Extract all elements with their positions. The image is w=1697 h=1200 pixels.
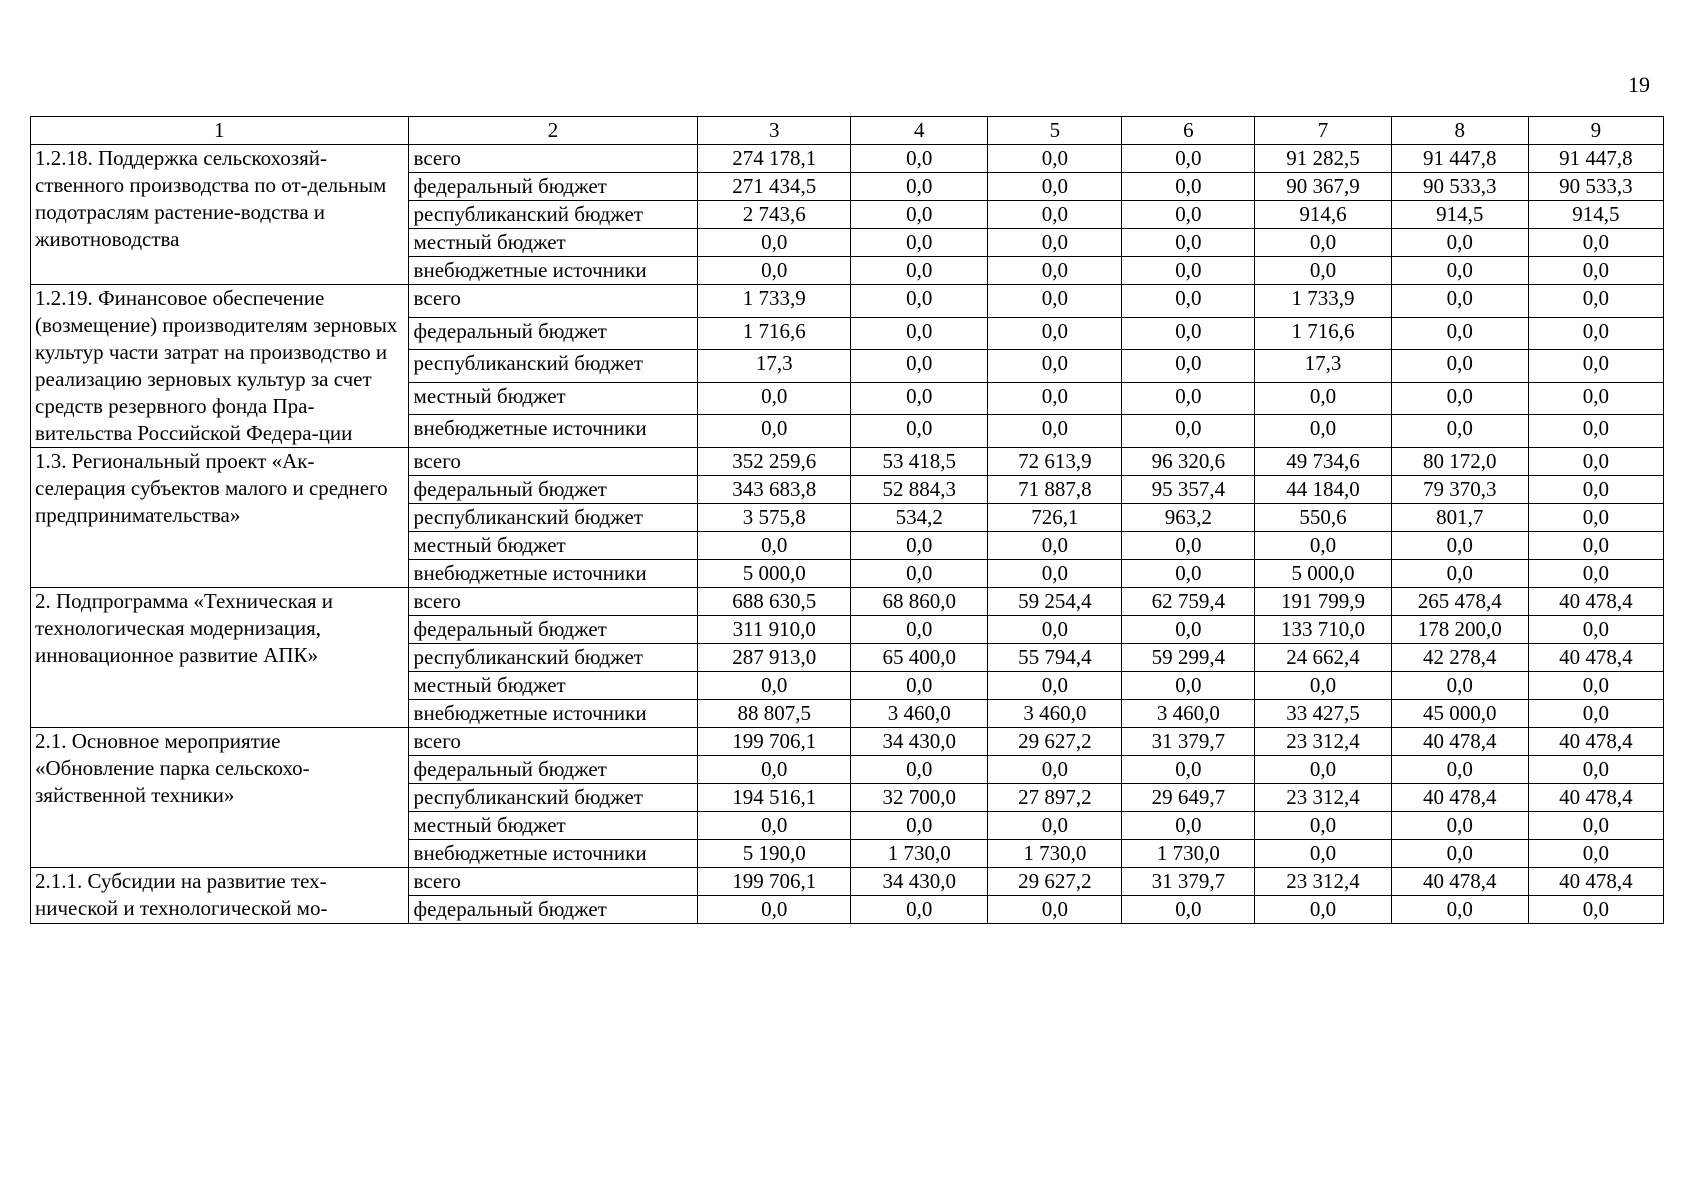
column-header-6: 6 [1122, 117, 1255, 145]
amount-cell: 45 000,0 [1391, 700, 1528, 728]
amount-cell: 0,0 [1528, 616, 1663, 644]
funding-source: федеральный бюджет [408, 616, 698, 644]
amount-cell: 0,0 [1122, 560, 1255, 588]
amount-cell: 0,0 [698, 382, 851, 415]
column-header-2: 2 [408, 117, 698, 145]
amount-cell: 5 000,0 [1255, 560, 1391, 588]
funding-source: федеральный бюджет [408, 476, 698, 504]
program-item-label: 2. Подпрограмма «Техническая и технологическая модернизация, инновационное развитие АПК» [31, 588, 409, 728]
table-row [31, 285, 1664, 318]
amount-cell: 0,0 [1391, 415, 1528, 448]
amount-cell: 0,0 [1255, 756, 1391, 784]
amount-cell: 0,0 [988, 616, 1122, 644]
amount-cell: 0,0 [1391, 532, 1528, 560]
amount-cell: 0,0 [988, 285, 1122, 318]
funding-source: республиканский бюджет [408, 784, 698, 812]
amount-cell: 0,0 [1255, 896, 1391, 924]
amount-cell: 0,0 [1391, 229, 1528, 257]
amount-cell: 0,0 [1391, 285, 1528, 318]
amount-cell: 91 447,8 [1528, 145, 1663, 173]
amount-cell: 34 430,0 [851, 868, 988, 896]
funding-source: внебюджетные источники [408, 560, 698, 588]
amount-cell: 0,0 [1391, 840, 1528, 868]
funding-source: всего [408, 285, 698, 318]
amount-cell: 17,3 [698, 350, 851, 383]
funding-source: местный бюджет [408, 672, 698, 700]
amount-cell: 29 627,2 [988, 868, 1122, 896]
amount-cell: 199 706,1 [698, 868, 851, 896]
funding-source: местный бюджет [408, 229, 698, 257]
amount-cell: 0,0 [988, 532, 1122, 560]
amount-cell: 3 460,0 [1122, 700, 1255, 728]
amount-cell: 23 312,4 [1255, 728, 1391, 756]
amount-cell: 90 533,3 [1528, 173, 1663, 201]
funding-source: местный бюджет [408, 812, 698, 840]
amount-cell: 40 478,4 [1391, 784, 1528, 812]
amount-cell: 0,0 [1528, 672, 1663, 700]
table-row [31, 868, 1664, 896]
amount-cell: 0,0 [851, 257, 988, 285]
amount-cell: 0,0 [698, 532, 851, 560]
amount-cell: 44 184,0 [1255, 476, 1391, 504]
amount-cell: 80 172,0 [1391, 448, 1528, 476]
amount-cell: 0,0 [1122, 415, 1255, 448]
amount-cell: 0,0 [1122, 532, 1255, 560]
amount-cell: 0,0 [1122, 317, 1255, 350]
column-header-4: 4 [851, 117, 988, 145]
amount-cell: 55 794,4 [988, 644, 1122, 672]
amount-cell: 914,5 [1528, 201, 1663, 229]
amount-cell: 0,0 [988, 229, 1122, 257]
amount-cell: 1 730,0 [851, 840, 988, 868]
amount-cell: 0,0 [1122, 812, 1255, 840]
amount-cell: 0,0 [1391, 317, 1528, 350]
amount-cell: 0,0 [1122, 285, 1255, 318]
amount-cell: 33 427,5 [1255, 700, 1391, 728]
funding-source: всего [408, 588, 698, 616]
amount-cell: 0,0 [1122, 173, 1255, 201]
amount-cell: 0,0 [1122, 350, 1255, 383]
funding-source: всего [408, 728, 698, 756]
amount-cell: 0,0 [988, 672, 1122, 700]
amount-cell: 0,0 [988, 756, 1122, 784]
amount-cell: 0,0 [1255, 672, 1391, 700]
table-row [31, 448, 1664, 476]
program-item-label: 2.1. Основное мероприятие «Обновление парка сельскохо-зяйственной техники» [31, 728, 409, 868]
amount-cell: 17,3 [1255, 350, 1391, 383]
amount-cell: 31 379,7 [1122, 728, 1255, 756]
amount-cell: 963,2 [1122, 504, 1255, 532]
amount-cell: 1 733,9 [698, 285, 851, 318]
amount-cell: 0,0 [1391, 382, 1528, 415]
amount-cell: 0,0 [851, 672, 988, 700]
amount-cell: 40 478,4 [1528, 728, 1663, 756]
amount-cell: 27 897,2 [988, 784, 1122, 812]
amount-cell: 352 259,6 [698, 448, 851, 476]
amount-cell: 0,0 [1122, 201, 1255, 229]
program-item-label: 2.1.1. Субсидии на развитие тех-нической и технологической мо- [31, 868, 409, 924]
funding-source: внебюджетные источники [408, 700, 698, 728]
amount-cell: 0,0 [1122, 145, 1255, 173]
amount-cell: 91 447,8 [1391, 145, 1528, 173]
amount-cell: 534,2 [851, 504, 988, 532]
amount-cell: 0,0 [851, 812, 988, 840]
amount-cell: 1 730,0 [988, 840, 1122, 868]
amount-cell: 0,0 [1528, 812, 1663, 840]
amount-cell: 0,0 [851, 896, 988, 924]
amount-cell: 0,0 [1391, 257, 1528, 285]
amount-cell: 29 649,7 [1122, 784, 1255, 812]
funding-source: республиканский бюджет [408, 350, 698, 383]
amount-cell: 52 884,3 [851, 476, 988, 504]
amount-cell: 0,0 [698, 672, 851, 700]
amount-cell: 0,0 [698, 415, 851, 448]
amount-cell: 0,0 [1528, 317, 1663, 350]
amount-cell: 0,0 [1528, 532, 1663, 560]
amount-cell: 801,7 [1391, 504, 1528, 532]
amount-cell: 1 716,6 [1255, 317, 1391, 350]
amount-cell: 0,0 [851, 285, 988, 318]
amount-cell: 68 860,0 [851, 588, 988, 616]
amount-cell: 1 716,6 [698, 317, 851, 350]
amount-cell: 0,0 [988, 257, 1122, 285]
amount-cell: 0,0 [1528, 285, 1663, 318]
funding-source: республиканский бюджет [408, 201, 698, 229]
amount-cell: 0,0 [988, 145, 1122, 173]
table-row [31, 145, 1664, 173]
amount-cell: 3 460,0 [988, 700, 1122, 728]
funding-source: всего [408, 145, 698, 173]
amount-cell: 0,0 [988, 350, 1122, 383]
funding-source: местный бюджет [408, 532, 698, 560]
amount-cell: 199 706,1 [698, 728, 851, 756]
amount-cell: 178 200,0 [1391, 616, 1528, 644]
amount-cell: 0,0 [1528, 896, 1663, 924]
amount-cell: 343 683,8 [698, 476, 851, 504]
amount-cell: 271 434,5 [698, 173, 851, 201]
amount-cell: 40 478,4 [1528, 588, 1663, 616]
amount-cell: 0,0 [1122, 756, 1255, 784]
amount-cell: 65 400,0 [851, 644, 988, 672]
funding-source: всего [408, 868, 698, 896]
funding-source: внебюджетные источники [408, 257, 698, 285]
amount-cell: 1 733,9 [1255, 285, 1391, 318]
amount-cell: 0,0 [1391, 560, 1528, 588]
amount-cell: 40 478,4 [1391, 868, 1528, 896]
amount-cell: 0,0 [1255, 415, 1391, 448]
amount-cell: 0,0 [851, 382, 988, 415]
amount-cell: 0,0 [1528, 229, 1663, 257]
amount-cell: 0,0 [851, 350, 988, 383]
amount-cell: 0,0 [1255, 840, 1391, 868]
amount-cell: 0,0 [988, 382, 1122, 415]
amount-cell: 23 312,4 [1255, 868, 1391, 896]
amount-cell: 0,0 [1391, 756, 1528, 784]
amount-cell: 0,0 [1122, 257, 1255, 285]
funding-source: федеральный бюджет [408, 756, 698, 784]
amount-cell: 0,0 [698, 257, 851, 285]
column-header-3: 3 [698, 117, 851, 145]
amount-cell: 0,0 [1255, 812, 1391, 840]
amount-cell: 0,0 [1528, 382, 1663, 415]
amount-cell: 0,0 [1391, 896, 1528, 924]
funding-source: федеральный бюджет [408, 317, 698, 350]
amount-cell: 0,0 [1391, 350, 1528, 383]
amount-cell: 5 000,0 [698, 560, 851, 588]
funding-source: республиканский бюджет [408, 644, 698, 672]
amount-cell: 3 575,8 [698, 504, 851, 532]
amount-cell: 0,0 [1255, 532, 1391, 560]
amount-cell: 0,0 [1122, 896, 1255, 924]
amount-cell: 0,0 [851, 317, 988, 350]
amount-cell: 40 478,4 [1391, 728, 1528, 756]
column-header-1: 1 [31, 117, 409, 145]
amount-cell: 34 430,0 [851, 728, 988, 756]
funding-source: всего [408, 448, 698, 476]
amount-cell: 914,6 [1255, 201, 1391, 229]
funding-source: внебюджетные источники [408, 415, 698, 448]
table-body [31, 145, 1664, 924]
amount-cell: 0,0 [1391, 812, 1528, 840]
amount-cell: 0,0 [1528, 756, 1663, 784]
amount-cell: 0,0 [851, 201, 988, 229]
amount-cell: 0,0 [851, 532, 988, 560]
amount-cell: 0,0 [1528, 560, 1663, 588]
header-row [31, 117, 1664, 145]
amount-cell: 133 710,0 [1255, 616, 1391, 644]
amount-cell: 311 910,0 [698, 616, 851, 644]
amount-cell: 88 807,5 [698, 700, 851, 728]
amount-cell: 79 370,3 [1391, 476, 1528, 504]
amount-cell: 0,0 [851, 229, 988, 257]
amount-cell: 29 627,2 [988, 728, 1122, 756]
column-header-9: 9 [1528, 117, 1663, 145]
amount-cell: 0,0 [988, 560, 1122, 588]
amount-cell: 0,0 [1528, 257, 1663, 285]
amount-cell: 0,0 [851, 415, 988, 448]
funding-source: федеральный бюджет [408, 896, 698, 924]
amount-cell: 726,1 [988, 504, 1122, 532]
amount-cell: 0,0 [1255, 382, 1391, 415]
amount-cell: 0,0 [698, 756, 851, 784]
amount-cell: 2 743,6 [698, 201, 851, 229]
amount-cell: 0,0 [1528, 840, 1663, 868]
amount-cell: 40 478,4 [1528, 868, 1663, 896]
table-header [31, 117, 1664, 145]
amount-cell: 0,0 [851, 616, 988, 644]
amount-cell: 62 759,4 [1122, 588, 1255, 616]
amount-cell: 23 312,4 [1255, 784, 1391, 812]
amount-cell: 0,0 [1528, 700, 1663, 728]
amount-cell: 914,5 [1391, 201, 1528, 229]
funding-source: федеральный бюджет [408, 173, 698, 201]
amount-cell: 49 734,6 [1255, 448, 1391, 476]
program-item-label: 1.2.18. Поддержка сельскохозяй-ственного производства по от-дельным подотраслям растение-водства и животноводства [31, 145, 409, 285]
amount-cell: 0,0 [698, 896, 851, 924]
amount-cell: 0,0 [851, 173, 988, 201]
amount-cell: 0,0 [1122, 672, 1255, 700]
table-row [31, 728, 1664, 756]
amount-cell: 59 299,4 [1122, 644, 1255, 672]
amount-cell: 0,0 [988, 173, 1122, 201]
budget-table [30, 116, 1664, 924]
amount-cell: 0,0 [988, 896, 1122, 924]
funding-source: республиканский бюджет [408, 504, 698, 532]
amount-cell: 0,0 [988, 201, 1122, 229]
column-header-7: 7 [1255, 117, 1391, 145]
column-header-8: 8 [1391, 117, 1528, 145]
amount-cell: 274 178,1 [698, 145, 851, 173]
amount-cell: 95 357,4 [1122, 476, 1255, 504]
amount-cell: 191 799,9 [1255, 588, 1391, 616]
page-number: 19 [1628, 72, 1650, 97]
amount-cell: 0,0 [1122, 229, 1255, 257]
amount-cell: 5 190,0 [698, 840, 851, 868]
amount-cell: 194 516,1 [698, 784, 851, 812]
amount-cell: 0,0 [1528, 504, 1663, 532]
amount-cell: 0,0 [1391, 672, 1528, 700]
program-item-label: 1.2.19. Финансовое обеспечение (возмещение) производителям зерновых культур части затрат на производство и реализацию зерновых культур за счет средств резервного фонда Пра-вительства Российской Федера-ции [31, 285, 409, 448]
amount-cell: 24 662,4 [1255, 644, 1391, 672]
amount-cell: 0,0 [851, 756, 988, 784]
amount-cell: 0,0 [1528, 476, 1663, 504]
amount-cell: 40 478,4 [1528, 644, 1663, 672]
amount-cell: 90 533,3 [1391, 173, 1528, 201]
amount-cell: 0,0 [1255, 229, 1391, 257]
amount-cell: 90 367,9 [1255, 173, 1391, 201]
amount-cell: 53 418,5 [851, 448, 988, 476]
amount-cell: 3 460,0 [851, 700, 988, 728]
amount-cell: 72 613,9 [988, 448, 1122, 476]
amount-cell: 0,0 [1122, 616, 1255, 644]
amount-cell: 0,0 [1122, 382, 1255, 415]
amount-cell: 71 887,8 [988, 476, 1122, 504]
program-item-label: 1.3. Региональный проект «Ак-селерация субъектов малого и среднего предпринимательства» [31, 448, 409, 588]
amount-cell: 0,0 [698, 812, 851, 840]
amount-cell: 688 630,5 [698, 588, 851, 616]
amount-cell: 1 730,0 [1122, 840, 1255, 868]
amount-cell: 91 282,5 [1255, 145, 1391, 173]
amount-cell: 0,0 [851, 560, 988, 588]
amount-cell: 550,6 [1255, 504, 1391, 532]
amount-cell: 0,0 [1528, 350, 1663, 383]
amount-cell: 42 278,4 [1391, 644, 1528, 672]
column-header-5: 5 [988, 117, 1122, 145]
amount-cell: 0,0 [988, 812, 1122, 840]
amount-cell: 31 379,7 [1122, 868, 1255, 896]
amount-cell: 40 478,4 [1528, 784, 1663, 812]
funding-source: внебюджетные источники [408, 840, 698, 868]
amount-cell: 96 320,6 [1122, 448, 1255, 476]
amount-cell: 0,0 [698, 229, 851, 257]
amount-cell: 32 700,0 [851, 784, 988, 812]
funding-source: местный бюджет [408, 382, 698, 415]
amount-cell: 0,0 [988, 415, 1122, 448]
amount-cell: 265 478,4 [1391, 588, 1528, 616]
table-row [31, 588, 1664, 616]
amount-cell: 59 254,4 [988, 588, 1122, 616]
amount-cell: 0,0 [1528, 415, 1663, 448]
amount-cell: 0,0 [988, 317, 1122, 350]
amount-cell: 0,0 [851, 145, 988, 173]
amount-cell: 0,0 [1255, 257, 1391, 285]
amount-cell: 287 913,0 [698, 644, 851, 672]
amount-cell: 0,0 [1528, 448, 1663, 476]
